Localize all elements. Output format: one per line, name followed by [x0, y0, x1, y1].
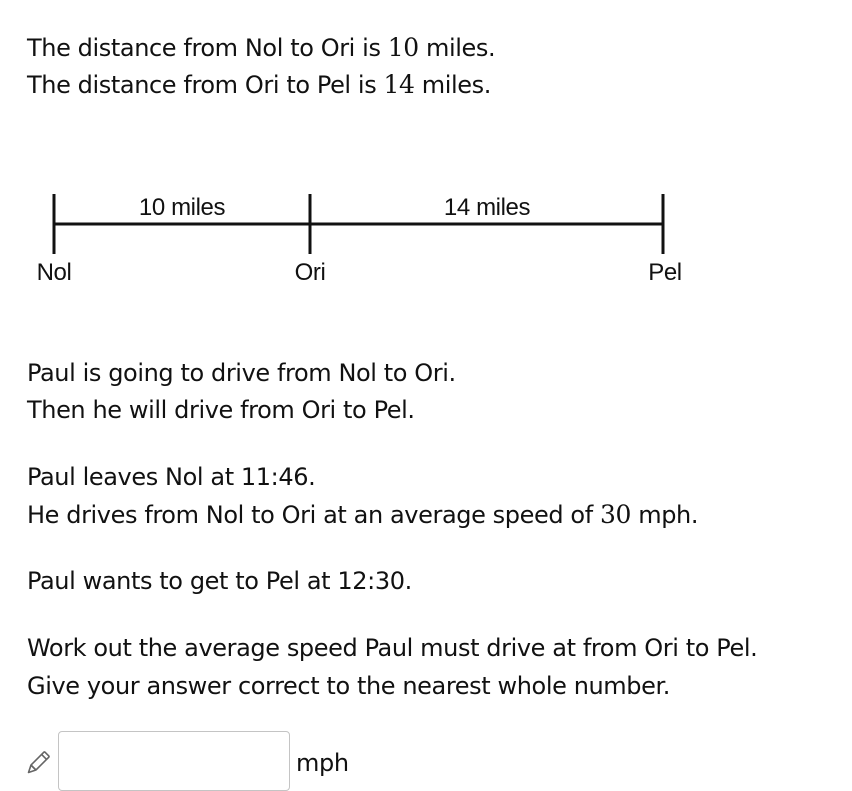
question-line: Work out the average speed Paul must drive at from Ori to Pel. [27, 634, 758, 662]
intro-line-2 [27, 67, 491, 103]
intro-text: miles. [426, 34, 496, 62]
question-line: Give your answer correct to the nearest whole number. [27, 672, 670, 700]
story-line-speed [27, 497, 698, 533]
segment-label-ori-pel: 14 miles [443, 194, 531, 221]
distance-value: 14 [383, 70, 415, 99]
distance-value: 10 [387, 33, 419, 62]
story-line: Paul is going to drive from Nol to Ori. [27, 359, 456, 387]
segment-label-nol-ori: 10 miles [138, 194, 226, 221]
point-label-ori: Ori [294, 259, 326, 286]
intro-text: The distance from Ori to Pel is [27, 71, 377, 99]
speed-value: 30 [599, 500, 631, 529]
story-line: Then he will drive from Ori to Pel. [27, 396, 415, 424]
pencil-icon [22, 749, 52, 779]
answer-input[interactable] [58, 731, 290, 791]
story-text: He drives from Nol to Ori at an average speed of [27, 501, 593, 529]
story-text: mph. [638, 501, 699, 529]
story-line: Paul wants to get to Pel at 12:30. [27, 567, 412, 595]
point-label-pel: Pel [648, 259, 682, 286]
point-label-nol: Nol [36, 259, 72, 286]
unit-label: mph [296, 749, 349, 777]
distance-diagram [0, 170, 852, 300]
intro-line-1 [27, 30, 495, 66]
intro-text: miles. [421, 71, 492, 99]
intro-text: The distance from Nol to Ori is [27, 34, 381, 62]
story-line: Paul leaves Nol at 11:46. [27, 463, 316, 491]
